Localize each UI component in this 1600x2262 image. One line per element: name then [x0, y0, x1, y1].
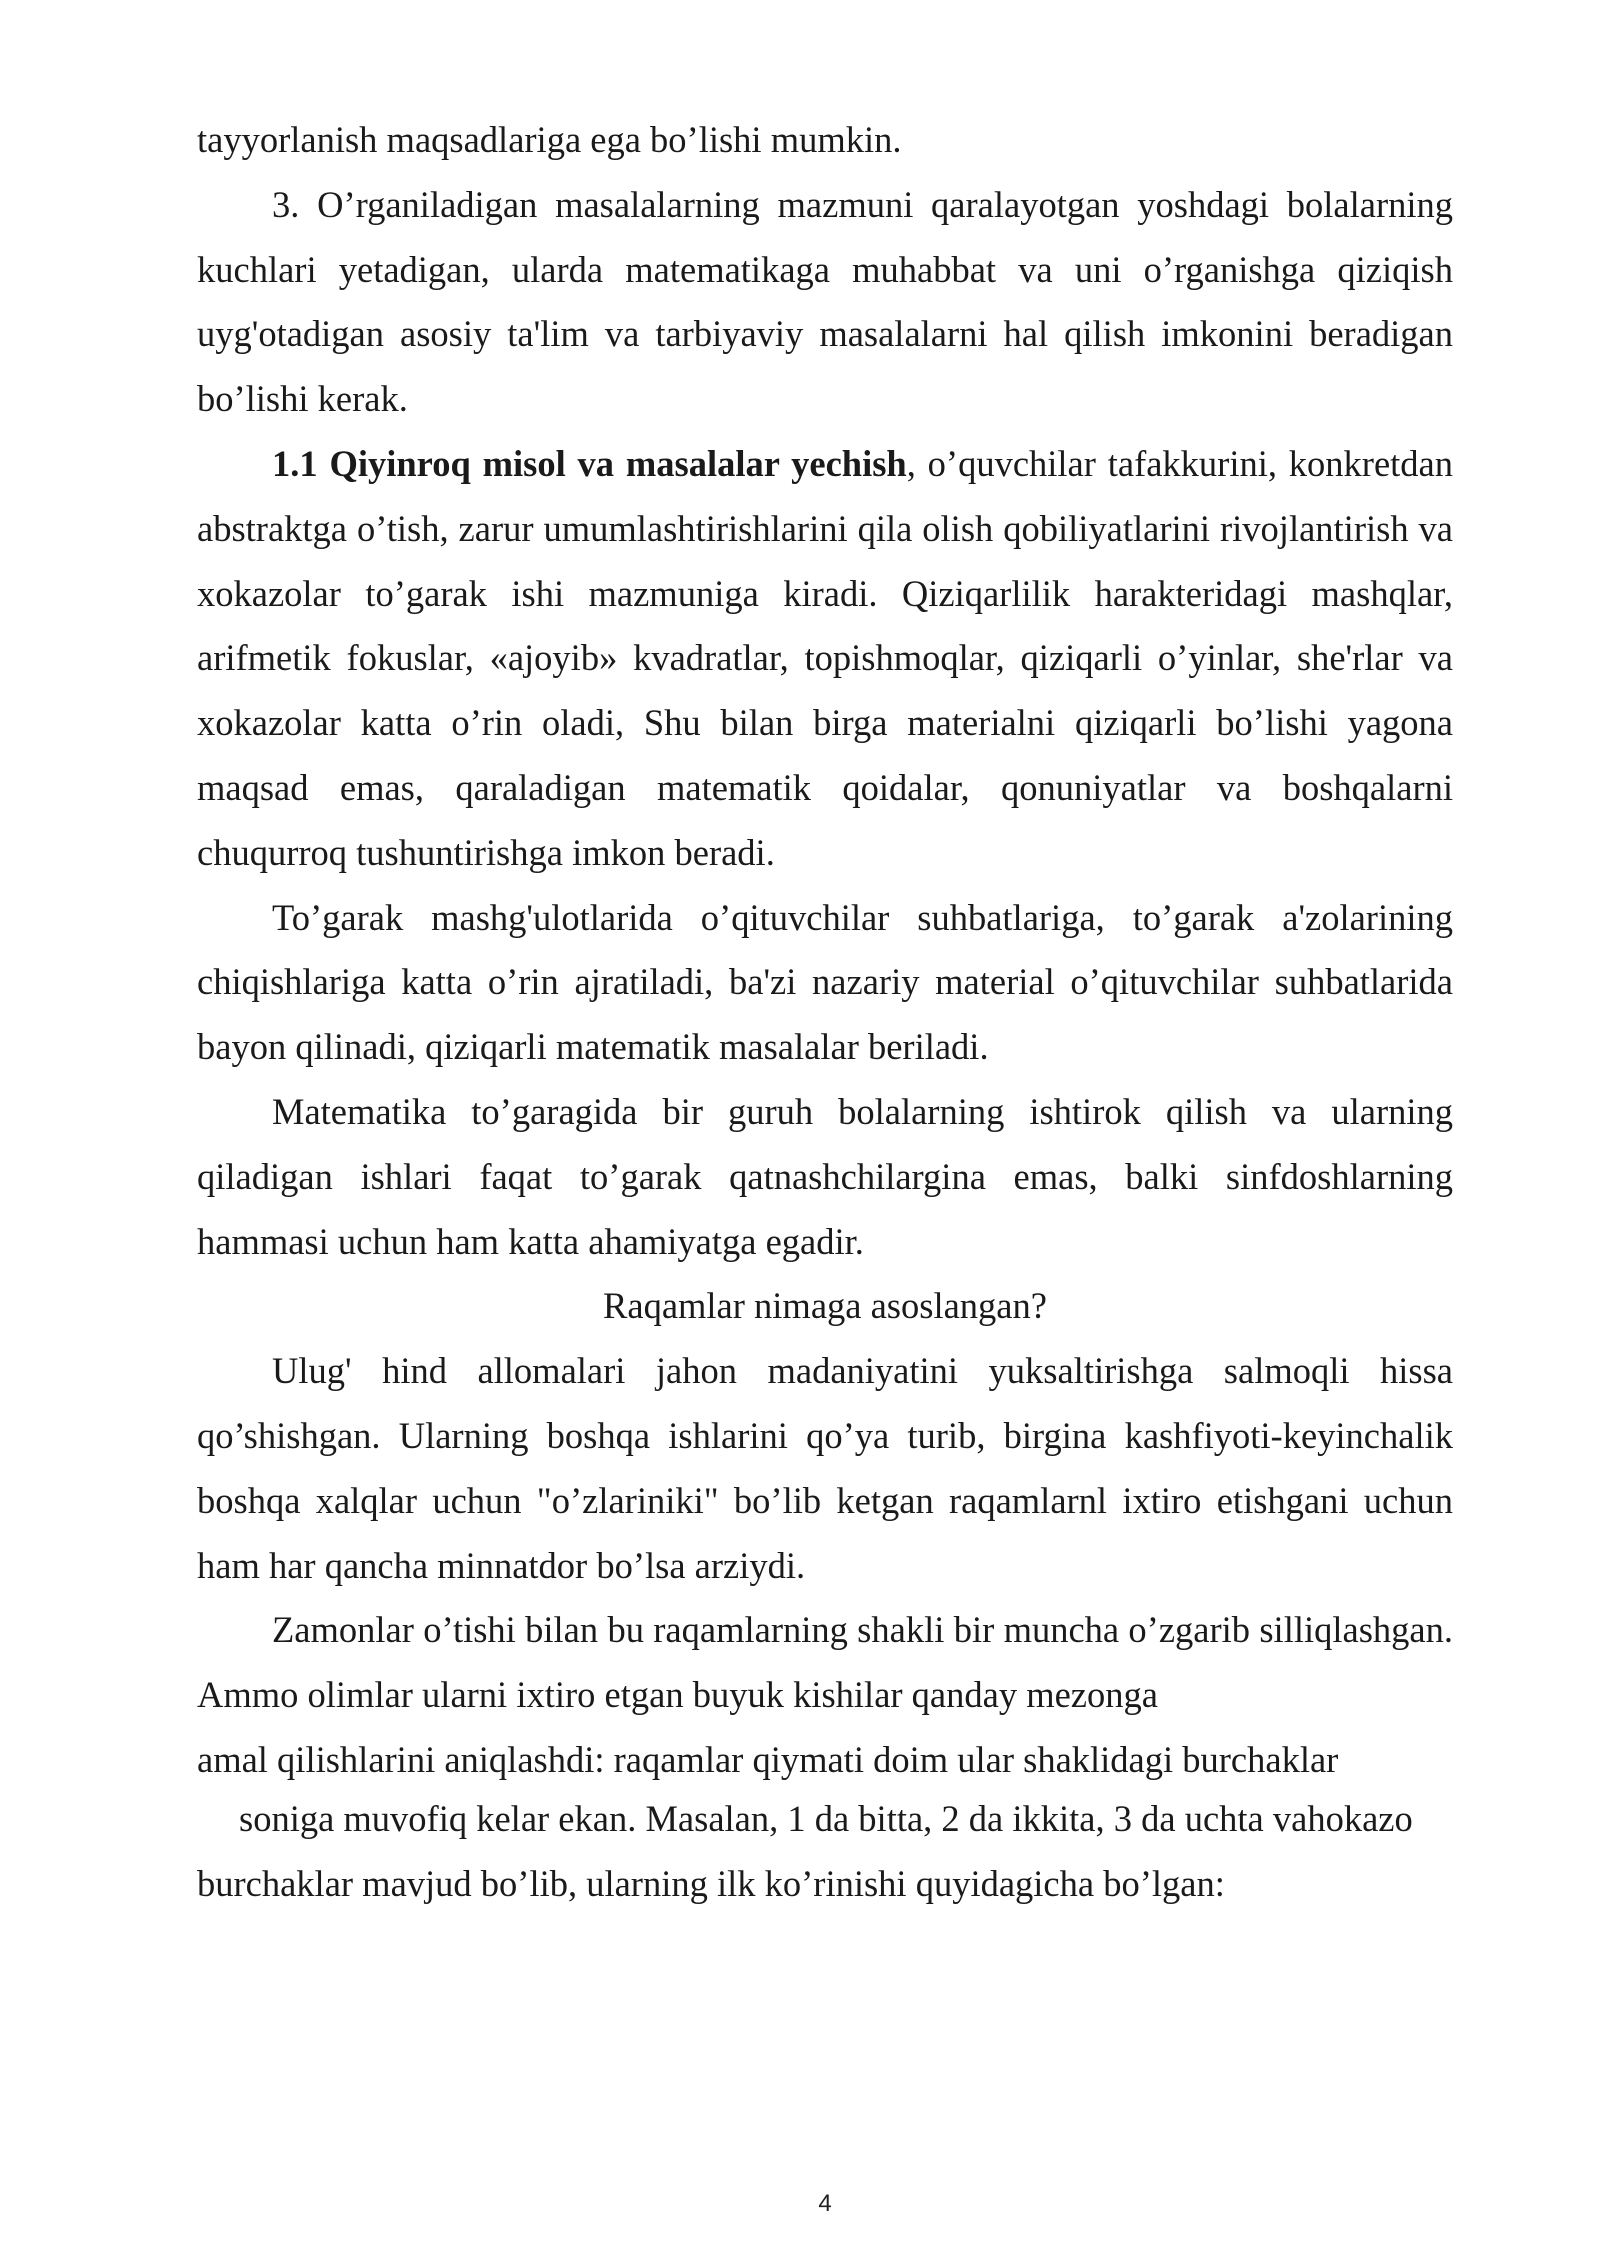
paragraph-club-sessions: To’garak mashg'ulotlarida o’qituvchilar suhbatlariga, to’garak a'zolarining chiqishlariga katta o’rin ajratiladi, ba'zi nazariy material o’qituvchilar suhbatlarida bayon qilinadi, qiziqarli matematik masalalar beriladi.: [197, 896, 1453, 1068]
paragraph-numerals-main: Zamonlar o’tishi bilan bu raqamlarning shakli bir muncha o’zgarib silliqlashgan. Ammo olimlar ularni ixtiro etgan buyuk kishilar qanday mezonga: [197, 1609, 1453, 1716]
subheading: Raqamlar nimaga asoslangan?: [603, 1285, 1047, 1327]
paragraph-text: , o’quvchilar tafakkurini, konkretdan abstraktga o’tish, zarur umumlashtirishlarini qila olish qobiliyatlarini rivojlantirish va xokazolar to’garak ishi mazmuniga kiradi. Qiziqarlilik harakteridagi mashqlar, arifmetik fokuslar, «ajoyib» kvadratlar, topishmoqlar, qiziqarli o’yinlar, she'rlar va xokazolar katta o’rin oladi, Shu bilan birga materialni qiziqarli bo’lishi yagona maqsad emas, qaraladigan matematik qoidalar, qonuniyatlar va boshqalarni chuqurroq tushuntirishga imkon beradi.: [197, 442, 1454, 873]
paragraph-continuation: tayyorlanish maqsadlariga ega bo’lishi mumkin.: [197, 119, 902, 160]
paragraph-line-offset: soniga muvofiq kelar ekan. Masalan, 1 da bitta, 2 da ikkita, 3 da uchta vahokazo: [239, 1797, 1413, 1839]
page-number: 4: [818, 2190, 832, 2217]
paragraph-line: burchaklar mavjud bo’lib, ularning ilk ko’rinishi quyidagicha bo’lgan:: [197, 1862, 1225, 1904]
paragraph-section-1-1: [197, 432, 1453, 886]
paragraph-math-club: Matematika to’garagida bir guruh bolalarning ishtirok qilish va ularning qiladigan ishlari faqat to’garak qatnashchilargina emas, balki sinfdoshlarning hammasi uchun ham katta ahamiyatga egadir.: [197, 1090, 1453, 1262]
paragraph-item-3: 3. O’rganiladigan masalalarning mazmuni qaralayotgan yoshdagi bolalarning kuchlari yetadigan, ularda matematikaga muhabbat va uni o’rganishga qiziqish uyg'otadigan asosiy ta'lim va tarbiyaviy masalalarni hal qilish imkonini beradigan bo’lishi kerak.: [197, 183, 1453, 420]
document-body: [197, 108, 1453, 1916]
paragraph-line: amal qilishlarini aniqlashdi: raqamlar qiymati doim ular shaklidagi burchaklar: [197, 1738, 1339, 1780]
section-heading-inline: 1.1 Qiyinroq misol va masalalar yechish: [272, 442, 907, 484]
paragraph-numerals-shape: [197, 1598, 1453, 1916]
paragraph-indian-scholars: Ulug' hind allomalari jahon madaniyatini yuksaltirishga salmoqli hissa qo’shishgan. Ularning boshqa ishlarini qo’ya turib, birgina kashfiyoti-keyinchalik boshqa xalqlar uchun "o’zlariniki" bo’lib ketgan raqamlarnl ixtiro etishgani uchun ham har qancha minnatdor bo’lsa arziydi.: [197, 1350, 1453, 1586]
